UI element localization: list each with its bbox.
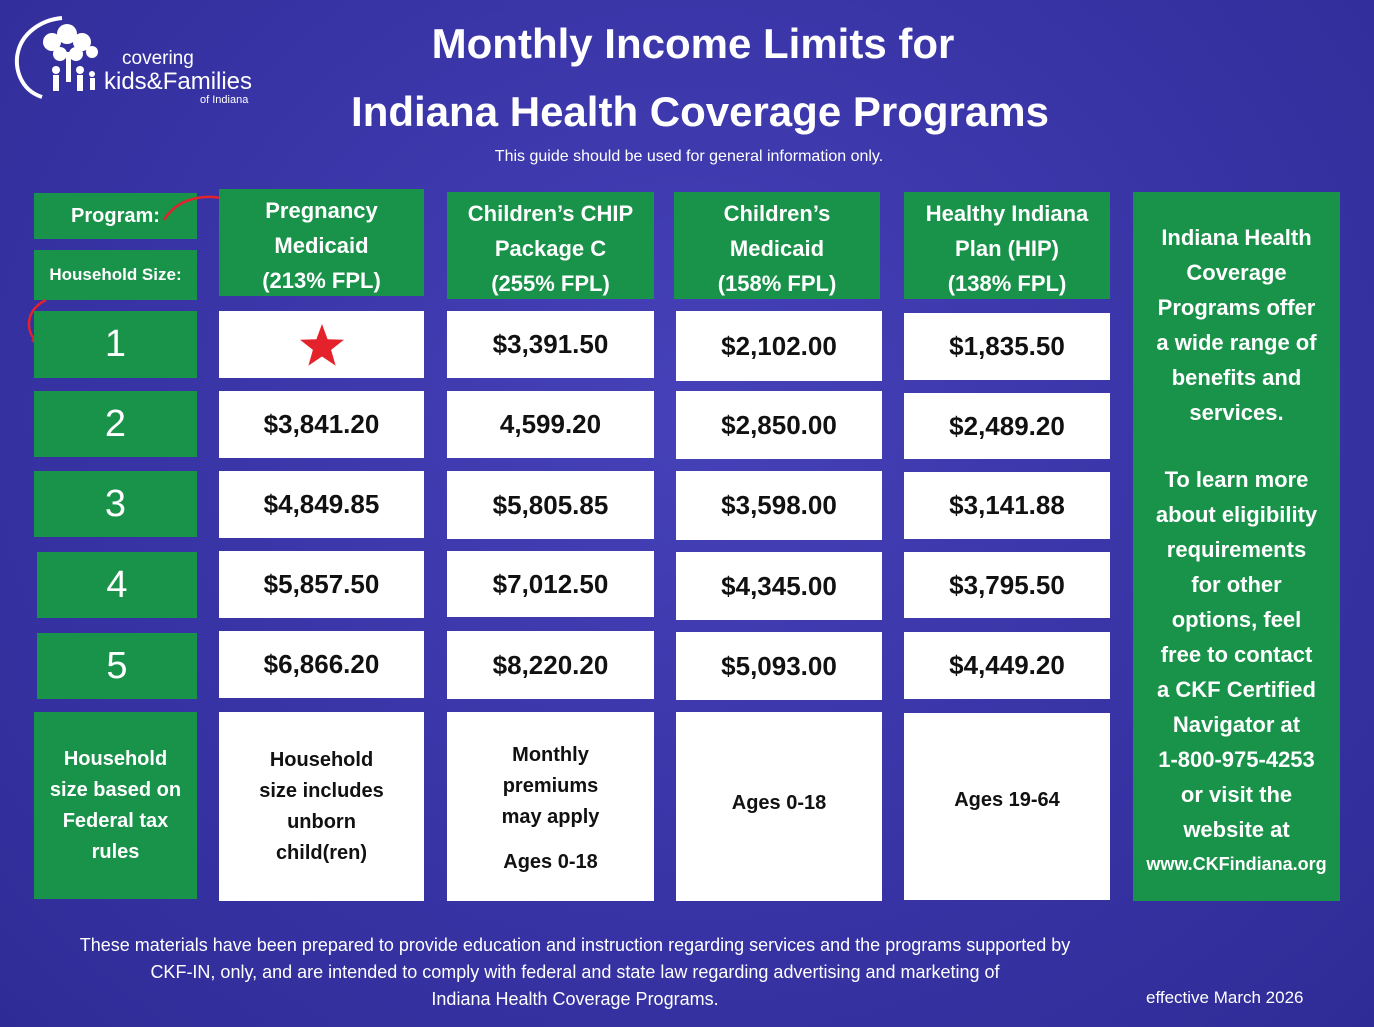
cell-medicaid-4: $4,345.00: [676, 552, 882, 620]
note-ages-chip: Ages 0-18: [503, 851, 598, 873]
program-label: Program:: [34, 193, 197, 239]
note-line: unborn: [287, 811, 356, 833]
cell-pregnancy-2: $3,841.20: [219, 391, 424, 458]
website-link[interactable]: www.CKFindiana.org: [1146, 854, 1327, 874]
cell-hip-2: $2,489.20: [904, 393, 1110, 459]
navigator-phone: 1-800-975-4253: [1158, 747, 1315, 772]
effective-date: effective March 2026: [1146, 988, 1304, 1007]
side-line: a CKF Certified: [1157, 677, 1316, 702]
side-line: To learn more: [1164, 467, 1309, 492]
side-line: about eligibility: [1155, 502, 1318, 527]
header-pregnancy-medicaid: [219, 189, 424, 296]
note-line: child(ren): [275, 842, 368, 864]
cell-medicaid-1: $2,102.00: [676, 311, 882, 381]
cell-medicaid-2: $2,850.00: [676, 391, 882, 459]
note-household-tax-rules: [34, 712, 197, 899]
logo-text-covering: covering: [122, 48, 194, 69]
cell-pregnancy-1: [219, 311, 424, 378]
cell-medicaid-5: $5,093.00: [676, 632, 882, 700]
header-childrens-medicaid: [674, 192, 880, 299]
note-line: rules: [91, 841, 140, 863]
header-line: Package C: [494, 236, 607, 261]
header-healthy-indiana-plan: [904, 192, 1110, 299]
page-title-line2: Indiana Health Coverage Programs: [351, 88, 1049, 135]
side-line: a wide range of: [1156, 330, 1317, 355]
disclaimer-line: Indiana Health Coverage Programs.: [431, 989, 719, 1009]
household-size-3: 3: [34, 471, 197, 537]
header-line: (255% FPL): [491, 271, 610, 296]
disclaimer-line: These materials have been prepared to provide education and instruction regarding services and the programs supported by: [79, 935, 1071, 955]
cell-pregnancy-5: $6,866.20: [219, 631, 424, 698]
logo-text-of-indiana: of Indiana: [200, 94, 249, 106]
side-line: or visit the: [1180, 782, 1293, 807]
note-line: Household: [63, 748, 168, 770]
side-line: Programs offer: [1157, 295, 1316, 320]
side-line: for other: [1191, 572, 1282, 597]
header-line: Children’s CHIP: [467, 201, 634, 226]
cell-chip-2: 4,599.20: [447, 391, 654, 458]
cell-pregnancy-3: $4,849.85: [219, 471, 424, 538]
side-line: Indiana Health: [1161, 225, 1312, 250]
cell-hip-4: $3,795.50: [904, 552, 1110, 618]
note-line: Household: [269, 749, 374, 771]
household-size-4: 4: [37, 552, 197, 618]
header-line: Pregnancy: [265, 198, 378, 223]
header-line: (158% FPL): [717, 271, 837, 296]
cell-chip-3: $5,805.85: [447, 471, 654, 539]
star-icon: [298, 322, 346, 368]
note-medicaid-ages: Ages 0-18: [676, 712, 882, 901]
logo-text-kids-families: kids&Families: [104, 68, 253, 95]
side-line: services.: [1189, 400, 1284, 425]
note-hip-ages: Ages 19-64: [904, 713, 1110, 900]
cell-chip-4: $7,012.50: [447, 551, 654, 617]
side-info-panel: [1133, 192, 1340, 901]
cell-medicaid-3: $3,598.00: [676, 471, 882, 540]
side-line: free to contact: [1160, 642, 1313, 667]
header-line: Medicaid: [729, 236, 825, 261]
header-line: (213% FPL): [262, 268, 381, 293]
side-line: options, feel: [1171, 607, 1302, 632]
note-line: Monthly: [512, 744, 589, 766]
note-line: Federal tax: [62, 810, 169, 832]
household-size-5: 5: [37, 633, 197, 699]
header-line: Medicaid: [274, 233, 369, 258]
header-line: Children’s: [723, 201, 831, 226]
disclaimer: [20, 932, 1130, 1013]
cell-chip-5: $8,220.20: [447, 631, 654, 699]
side-line: website at: [1183, 817, 1290, 842]
disclaimer-line: CKF-IN, only, and are intended to comply with federal and state law regarding advertising and marketing of: [150, 962, 1000, 982]
header-line: Healthy Indiana: [925, 201, 1089, 226]
household-size-label: Household Size:: [34, 250, 197, 300]
side-line: Navigator at: [1172, 712, 1301, 737]
household-size-1: 1: [34, 311, 197, 378]
header-childrens-chip: [447, 192, 654, 299]
note-line: may apply: [501, 806, 600, 828]
note-line: premiums: [502, 775, 599, 797]
side-line: benefits and: [1171, 365, 1302, 390]
cell-hip-1: $1,835.50: [904, 313, 1110, 380]
cell-hip-5: $4,449.20: [904, 632, 1110, 699]
note-pregnancy: [219, 712, 424, 901]
page-title-line1: Monthly Income Limits for: [431, 20, 955, 67]
note-chip: [447, 712, 654, 901]
side-line: Coverage: [1186, 260, 1287, 285]
cell-hip-3: $3,141.88: [904, 472, 1110, 539]
page-subtitle: This guide should be used for general information only.: [494, 148, 884, 165]
cell-chip-1: $3,391.50: [447, 311, 654, 378]
cell-pregnancy-4: $5,857.50: [219, 551, 424, 618]
note-line: size includes: [259, 780, 384, 802]
side-line: requirements: [1166, 537, 1307, 562]
household-size-2: 2: [34, 391, 197, 457]
header-line: (138% FPL): [947, 271, 1067, 296]
header-line: Plan (HIP): [955, 236, 1059, 261]
note-line: size based on: [49, 779, 182, 801]
